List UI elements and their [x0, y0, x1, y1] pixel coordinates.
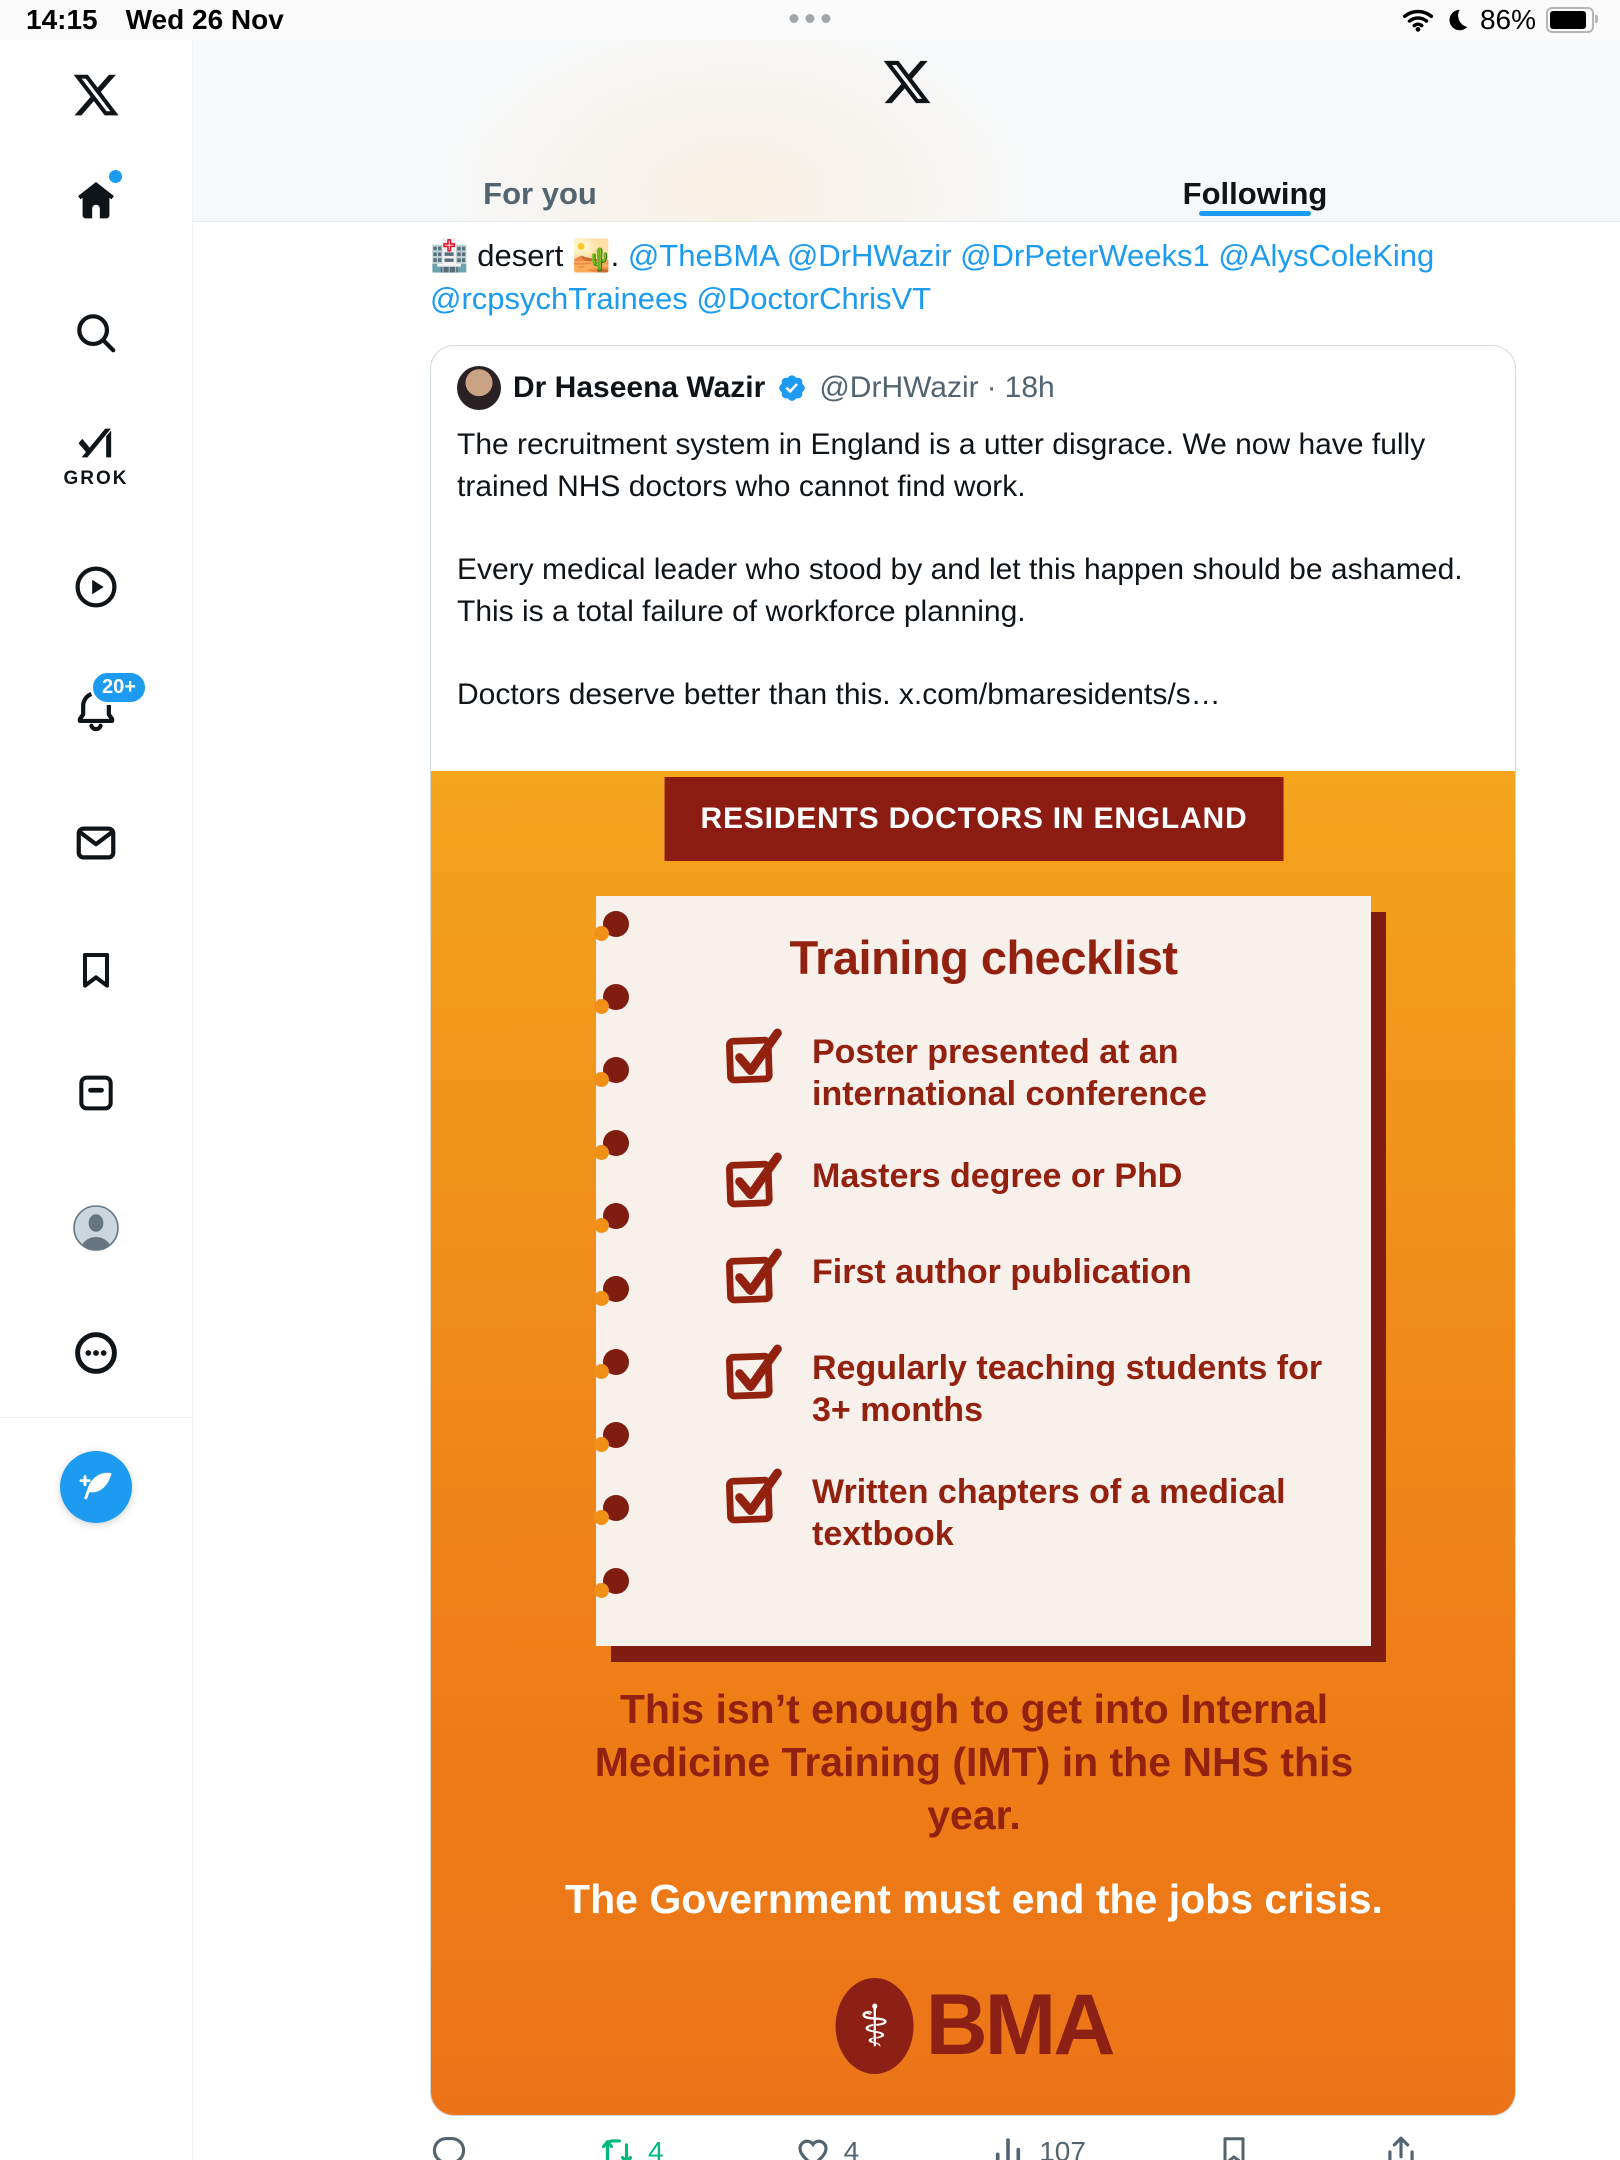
quoted-tweet-body [431, 410, 1515, 716]
x-logo-icon [71, 70, 121, 120]
quoted-tweet-header [431, 346, 1515, 410]
quoted-paragraph: Doctors deserve better than this. x.com/bmaresidents/s… [457, 678, 1221, 711]
mention-link[interactable]: @rcpsychTrainees [430, 281, 688, 316]
author-name: Dr Haseena Wazir [513, 371, 766, 404]
poster-image[interactable] [431, 771, 1516, 2116]
quoted-paragraph: Every medical leader who stood by and let this happen should be ashamed. This is a total failure of workforce planning. [457, 553, 1463, 628]
mention-link[interactable]: @TheBMA [627, 238, 779, 273]
profile-avatar-icon [72, 1204, 120, 1252]
bookmark-button[interactable] [1216, 2133, 1252, 2160]
poster-message-primary: This isn’t enough to get into Internal Medicine Training (IMT) in the NHS this year. [594, 1686, 1354, 1838]
repost-button[interactable] [598, 2133, 664, 2160]
lists-icon [74, 1071, 118, 1115]
checklist-item: Poster presented at an international conference [724, 1023, 1335, 1115]
x-logo-icon [881, 56, 933, 108]
checklist-item: Written chapters of a medical textbook [724, 1463, 1335, 1555]
repost-icon [598, 2133, 636, 2160]
share-icon [1382, 2133, 1420, 2160]
sidebar-item-messages[interactable] [64, 811, 128, 875]
wifi-icon [1402, 8, 1434, 32]
like-button[interactable] [794, 2133, 860, 2160]
grok-icon [73, 420, 119, 466]
bookmark-icon [74, 948, 118, 992]
compose-button[interactable] [60, 1451, 132, 1523]
checklist-item: First author publication [724, 1243, 1335, 1307]
tweet-action-bar [430, 2133, 1420, 2160]
analytics-icon [989, 2133, 1027, 2160]
verified-badge-icon [777, 373, 807, 403]
battery-percent: 86% [1479, 4, 1536, 35]
checklist [724, 1023, 1335, 1555]
envelope-icon [73, 820, 119, 866]
sidebar-item-x-home-logo[interactable] [64, 63, 128, 127]
clock: 14:15 [26, 4, 98, 35]
quoted-paragraph: The recruitment system in England is a utter disgrace. We now have fully trained NHS doctors who cannot find work. [457, 428, 1426, 503]
sidebar-item-more[interactable] [64, 1321, 128, 1385]
sidebar-item-home[interactable] [64, 168, 128, 232]
sidebar-item-video[interactable] [64, 555, 128, 619]
poster-message-secondary: The Government must end the jobs crisis. [565, 1876, 1383, 1922]
sidebar-item-bookmarks[interactable] [64, 938, 128, 1002]
play-circle-icon [73, 564, 119, 610]
repost-count: 4 [648, 2136, 664, 2160]
tweet-text [430, 234, 1520, 320]
sidebar-divider [0, 1417, 192, 1418]
checklist-item: Regularly teaching students for 3+ months [724, 1339, 1335, 1431]
bookmark-icon [1216, 2133, 1252, 2160]
checklist-card [596, 896, 1371, 1646]
reply-button[interactable] [430, 2133, 468, 2160]
tab-following[interactable]: Following [1182, 176, 1328, 211]
quoted-tweet-card[interactable] [430, 345, 1516, 2116]
multitask-handle-icon[interactable] [790, 14, 831, 23]
date: Wed 26 Nov [125, 4, 284, 35]
avatar[interactable] [457, 366, 501, 410]
checklist-item: Masters degree or PhD [724, 1147, 1335, 1211]
mention-link[interactable]: @DoctorChrisVT [696, 281, 932, 316]
bma-logo [836, 1976, 1113, 2075]
sidebar [0, 40, 193, 2160]
like-count: 4 [843, 2136, 860, 2160]
author-handle: @DrHWazir [819, 371, 979, 404]
bma-caduceus-icon: ⚕ [836, 1978, 914, 2074]
status-bar [0, 0, 1620, 40]
sidebar-item-profile[interactable] [64, 1196, 128, 1260]
checklist-title: Training checklist [789, 931, 1178, 984]
do-not-disturb-moon-icon [1444, 7, 1470, 33]
poster-banner: RESIDENTS DOCTORS IN ENGLAND [665, 777, 1284, 861]
more-circle-icon [73, 1330, 119, 1376]
battery-icon [1546, 7, 1594, 33]
sidebar-item-lists[interactable] [64, 1061, 128, 1125]
tweet-intro: 🏥 desert 🏜️. [430, 238, 620, 273]
checkbox-checked-icon [723, 1148, 787, 1212]
grok-label: GROK [63, 468, 129, 489]
checkbox-checked-icon [723, 1340, 787, 1404]
home-icon [73, 177, 119, 223]
bma-brand-text: BMA [925, 1977, 1113, 2073]
sidebar-item-grok[interactable] [64, 413, 128, 497]
views-button[interactable] [989, 2133, 1086, 2160]
checkbox-checked-icon [723, 1464, 787, 1528]
mention-link[interactable]: @DrPeterWeeks1 [960, 238, 1210, 273]
sidebar-item-search[interactable] [64, 301, 128, 365]
active-tab-underline [1199, 211, 1311, 216]
meta-separator: · [986, 371, 997, 404]
checkbox-checked-icon [723, 1244, 787, 1308]
sidebar-item-notifications[interactable] [64, 676, 136, 742]
tab-for-you[interactable]: For you [483, 176, 597, 211]
home-notification-dot [109, 170, 122, 183]
timeline-header [193, 40, 1620, 222]
timestamp: 18h [1004, 371, 1055, 404]
compose-feather-icon [74, 1465, 118, 1509]
heart-icon [794, 2133, 832, 2160]
view-count: 107 [1039, 2136, 1086, 2160]
checkbox-checked-icon [723, 1024, 787, 1088]
search-icon [73, 310, 119, 356]
share-button[interactable] [1382, 2133, 1420, 2160]
reply-icon [430, 2133, 468, 2160]
mention-link[interactable]: @AlysColeKing [1218, 238, 1435, 273]
mention-link[interactable]: @DrHWazir [786, 238, 952, 273]
notification-count-badge: 20+ [90, 670, 148, 705]
header-x-logo[interactable] [881, 56, 933, 113]
